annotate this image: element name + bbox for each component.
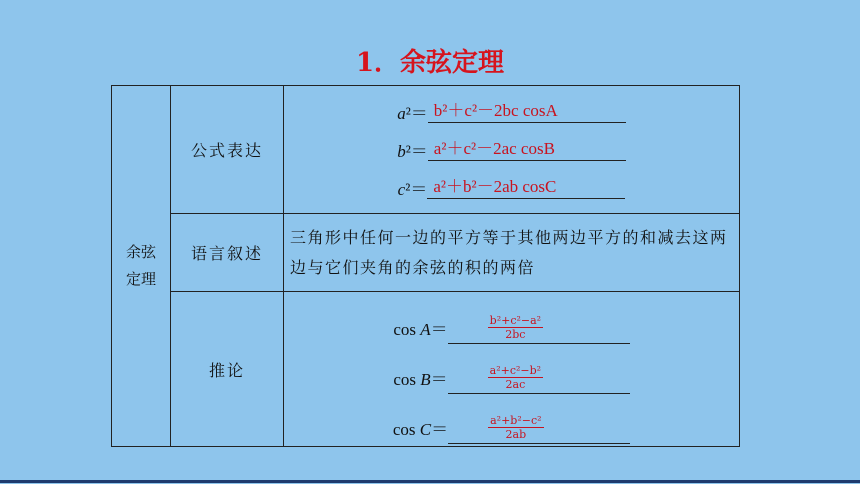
fraction: $\frac{\text{a²+b²−c²}}{2ab}$ [490, 414, 542, 441]
formula-line: b²＝ a²＋c²－2ac cosB [284, 131, 739, 169]
row-header-line-1: 余弦 [125, 243, 156, 261]
inference-line: cos B＝ $\frac{\text{a²+c²−b²}}{2ac}$ [284, 344, 739, 394]
law-of-cosines-table [111, 85, 740, 447]
language-label: 语言叙述 [171, 214, 284, 292]
inference-cell [284, 292, 740, 447]
bottom-divider [0, 480, 860, 483]
page-title: 1．余弦定理 [355, 48, 505, 78]
answer-blank: a²＋c²－2ac cosB [428, 138, 626, 161]
fraction-blank [448, 409, 630, 444]
inference-line: cos C＝ $\frac{\text{a²+b²−c²}}{2ab}$ [284, 394, 739, 444]
language-text: 三角形中任何一边的平方等于其他两边平方的和减去这两边与它们夹角的余弦的积的两倍 [284, 214, 740, 292]
inference-label: 推论 [171, 292, 284, 447]
answer-blank: a²＋b²－2ab cosC [427, 176, 625, 199]
fraction: $\frac{\text{b²+c²−a²}}{2bc}$ [489, 314, 542, 341]
formula-line: a²＝ b²＋c²－2bc cosA [284, 93, 739, 131]
answer-blank: b²＋c²－2bc cosA [428, 100, 626, 123]
fraction: $\frac{\text{a²+c²−b²}}{2ac}$ [489, 364, 542, 391]
fraction-blank [448, 309, 630, 344]
formula-cell [284, 86, 740, 214]
formula-line: c²＝ a²＋b²－2ab cosC [284, 169, 739, 207]
formula-label: 公式表达 [171, 86, 284, 214]
row-header-line-2: 定理 [125, 270, 156, 288]
row-header-cell [112, 86, 171, 447]
inference-line: cos A＝ $\frac{\text{b²+c²−a²}}{2bc}$ [284, 294, 739, 344]
fraction-blank [448, 359, 630, 394]
